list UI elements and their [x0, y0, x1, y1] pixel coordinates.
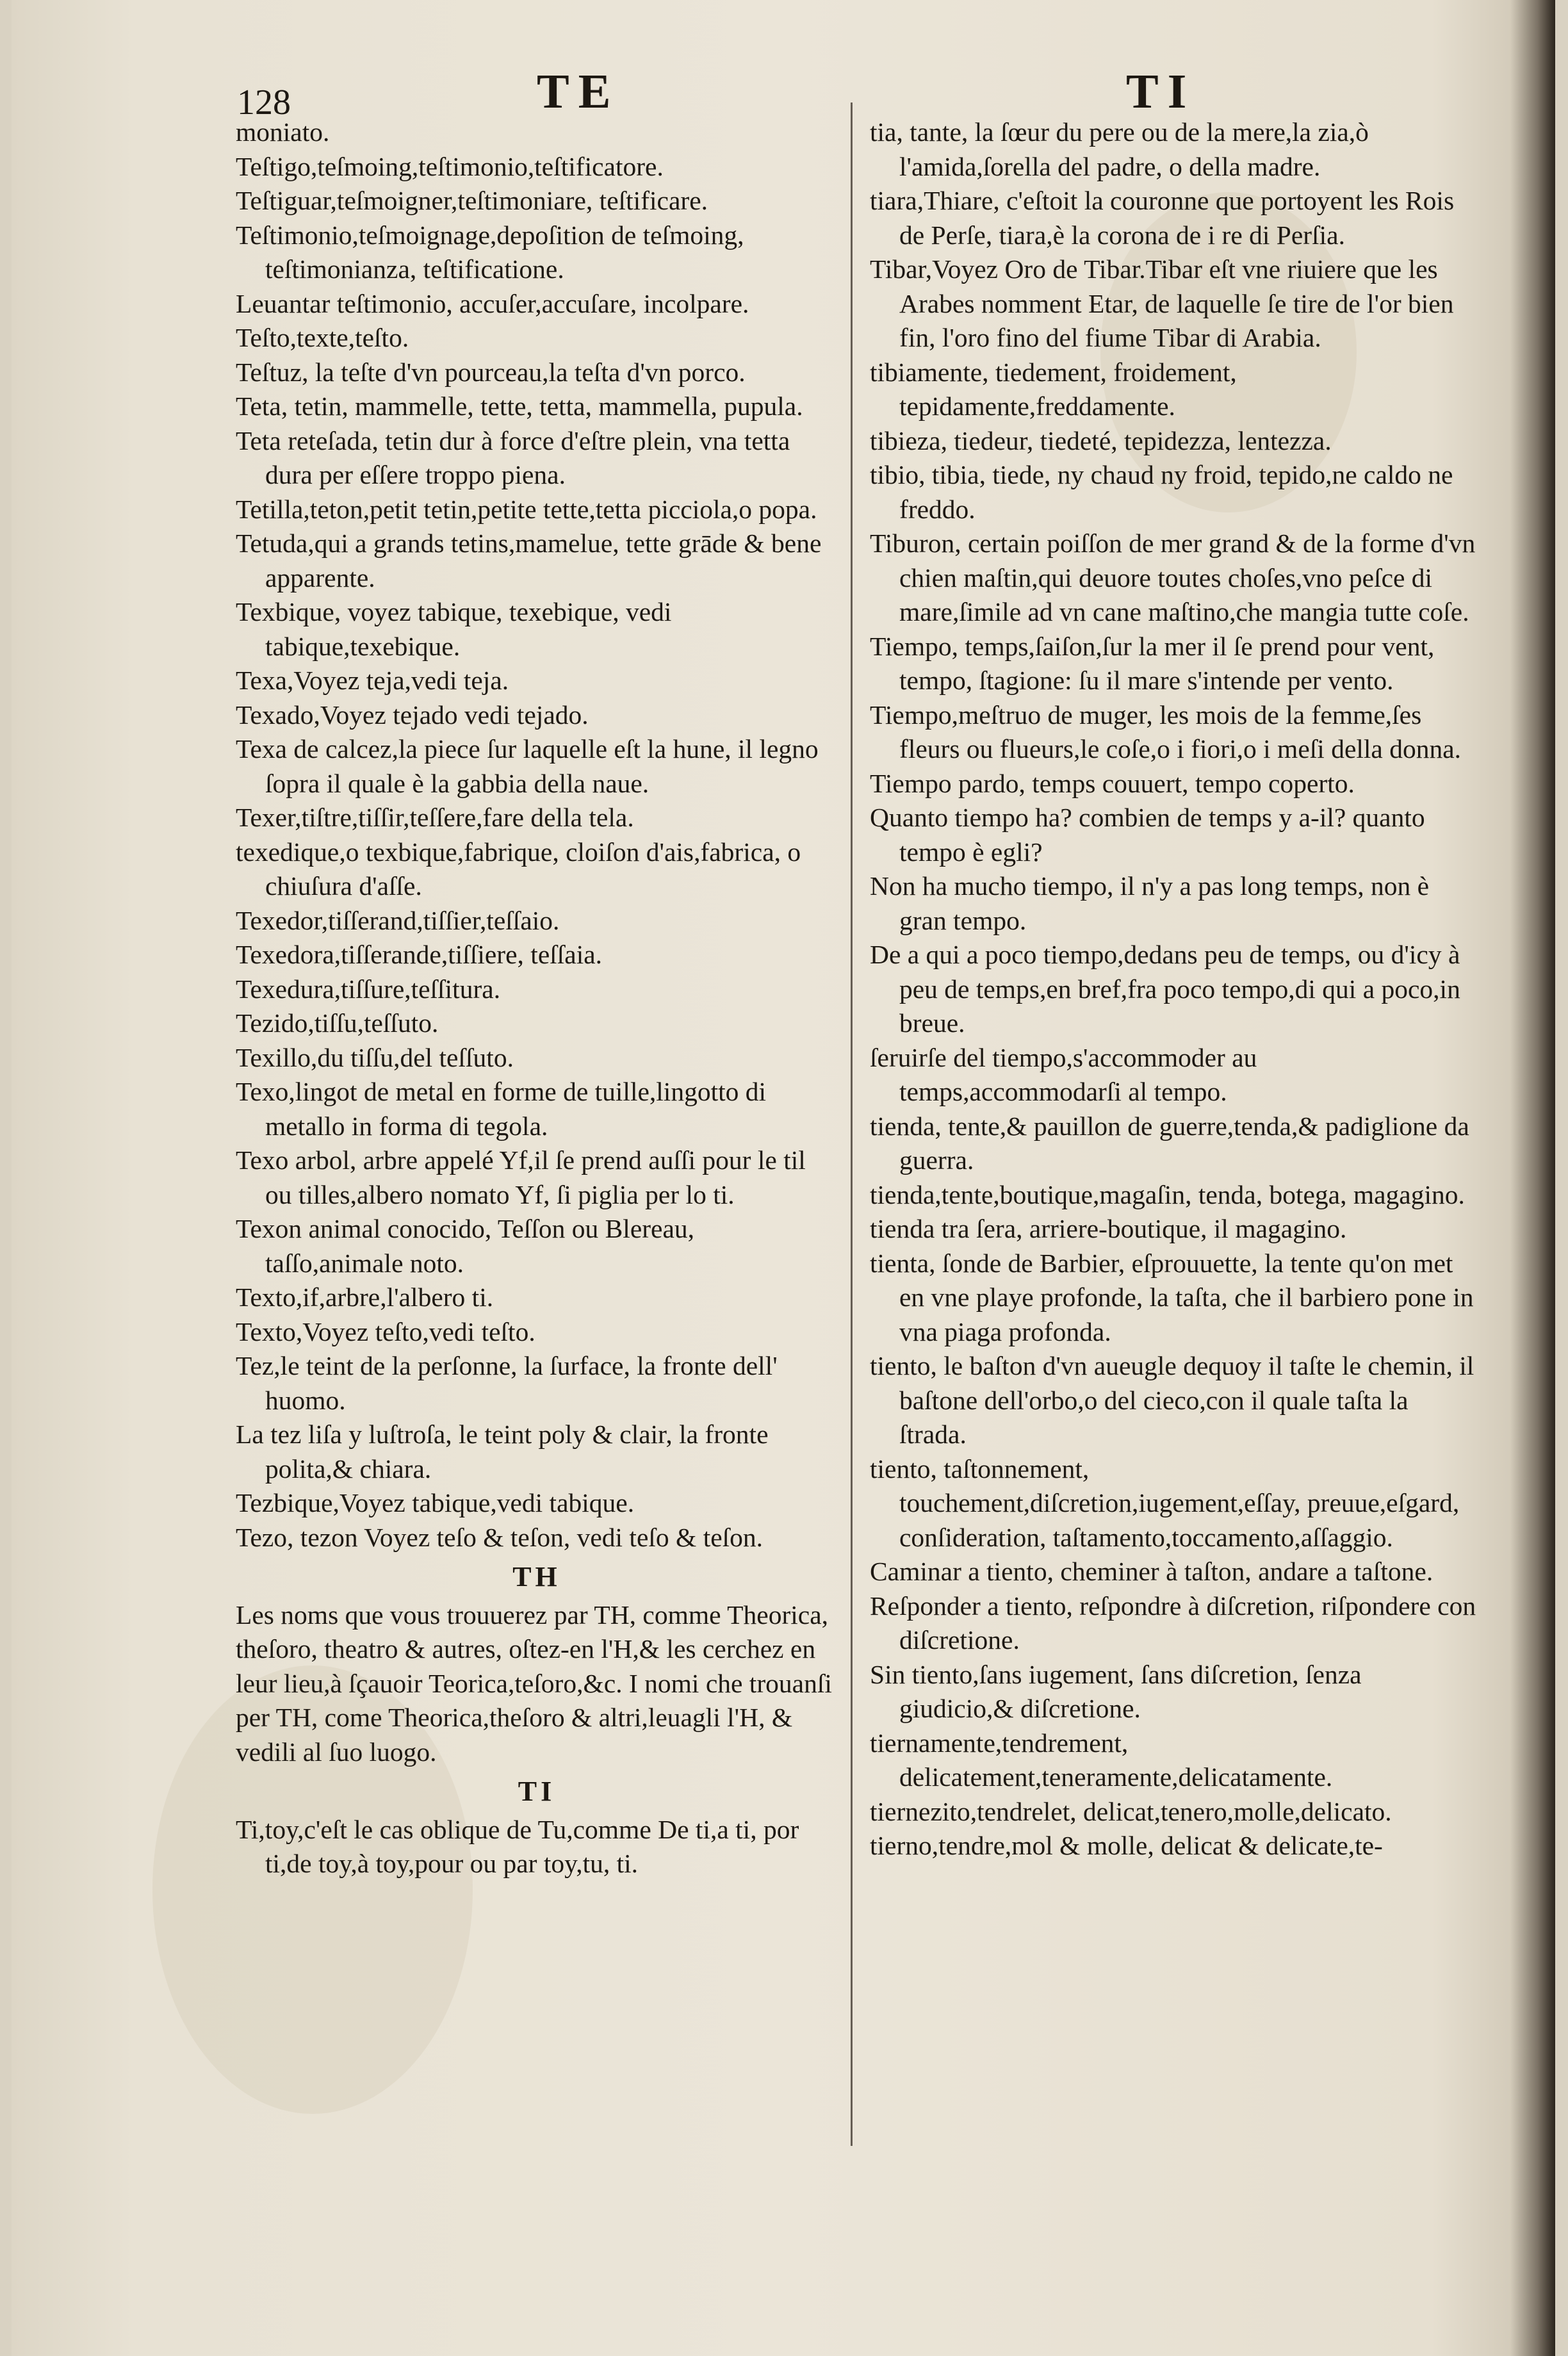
dictionary-entry: tiento, taſtonnement, touchement,diſcretion,iugement,eſſay, preuue,eſgard, conſideration, taſtamento,toccamento,aſſaggio. [870, 1453, 1460, 1552]
dictionary-entry: Texto,if,arbre,l'albero ti. [236, 1282, 494, 1312]
dictionary-entry: Teta, tetin, mammelle, tette, tetta, mammella, pupula. [236, 391, 803, 421]
dictionary-entry: tibio, tibia, tiede, ny chaud ny froid, tepido,ne caldo ne freddo. [870, 460, 1453, 524]
dictionary-entry: Leuantar teſtimonio, accuſer,accuſare, incolpare. [236, 288, 749, 318]
dictionary-entry: Teſtuz, la teſte d'vn pourceau,la teſta d'vn porco. [236, 357, 746, 387]
dictionary-entry: ſeruirſe del tiempo,s'accommoder au temps,accommodarſi al tempo. [870, 1042, 1257, 1106]
dictionary-entry: tienda,tente,boutique,magaſin, tenda, botega, magagino. [870, 1179, 1465, 1209]
dictionary-entry: Caminar a tiento, cheminer à taſton, andare a taſtone. [870, 1557, 1433, 1586]
dictionary-entry: Texedora,tiſſerande,tiſſiere, teſſaia. [236, 940, 603, 969]
dictionary-entry: tiernezito,tendrelet, delicat,tenero,molle,delicato. [870, 1796, 1392, 1826]
dictionary-entry: Non ha mucho tiempo, il n'y a pas long temps, non è gran tempo. [870, 871, 1430, 935]
dictionary-entry: Tiempo, temps,ſaiſon,ſur la mer il ſe prend pour vent, tempo, ſtagione: ſu il mare s'intende per vento. [870, 631, 1435, 695]
page-header [204, 64, 1472, 122]
dictionary-entry: Texillo,du tiſſu,del teſſuto. [236, 1042, 514, 1072]
dictionary-entry: Texedura,tiſſure,teſſitura. [236, 974, 501, 1004]
dictionary-entry: tiento, le baſton d'vn aueugle dequoy il taſte le chemin, il baſtone dell'orbo,o del cieco,con il quale taſta la ſtrada. [870, 1351, 1474, 1449]
dictionary-entry: Quanto tiempo ha? combien de temps y a-il? quanto tempo è egli? [870, 803, 1425, 867]
left-column [236, 115, 838, 1881]
dictionary-entry: Reſponder a tiento, reſpondre à diſcretion, riſpondere con diſcretione. [870, 1591, 1476, 1655]
dictionary-entry: De a qui a poco tiempo,dedans peu de temps, ou d'icy à peu de temps,en bref,fra poco tempo,di qui a poco,in breue. [870, 940, 1460, 1038]
dictionary-entry: tierno,tendre,mol & molle, delicat & delicate,te- [870, 1831, 1383, 1860]
dictionary-entry: moniato. [236, 117, 330, 147]
dictionary-entry: Tibar,Voyez Oro de Tibar.Tibar eſt vne riuiere que les Arabes nomment Etar, de laquelle ſe tire de l'or bien fin, l'oro fino del fiume Tibar di Arabia. [870, 254, 1454, 352]
book-binding-shadow [1510, 0, 1555, 2356]
dictionary-entry: Texedor,tiſſerand,tiſſier,teſſaio. [236, 905, 560, 935]
dictionary-entry: Tez,le teint de la perſonne, la ſurface, la fronte dell' huomo. [236, 1351, 778, 1415]
dictionary-entry: Teſtiguar,teſmoigner,teſtimoniare, teſtificare. [236, 186, 708, 215]
dictionary-entry: Teſtimonio,teſmoignage,depoſition de teſmoing, teſtimonianza, teſtificatione. [236, 220, 744, 284]
dictionary-entry: Texto,Voyez teſto,vedi teſto. [236, 1316, 535, 1346]
page-number: 128 [237, 83, 291, 122]
dictionary-entry: Tiburon, certain poiſſon de mer grand & de la forme d'vn chien maſtin,qui deuore toutes choſes,vno peſce di mare,ſimile ad vn cane maſtino,che mangia tutte coſe. [870, 528, 1476, 626]
dictionary-entry: Teta reteſada, tetin dur à force d'eſtre plein, vna tetta dura per eſſere troppo piena. [236, 425, 790, 489]
dictionary-entry: tiernamente,tendrement, delicatement,teneramente,delicatamente. [870, 1728, 1333, 1792]
dictionary-entry: Tiempo,meſtruo de muger, les mois de la femme,ſes fleurs ou flueurs,le coſe,o i fiori,o i meſi della donna. [870, 699, 1462, 764]
section-heading-ti: TI [518, 1776, 556, 1807]
dictionary-entry: Texado,Voyez tejado vedi tejado. [236, 699, 589, 730]
dictionary-entry: Tetilla,teton,petit tetin,petite tette,tetta picciola,o popa. [236, 494, 817, 524]
running-head-left: TE [537, 65, 620, 119]
column-divider [851, 102, 853, 2146]
dictionary-entry: Tezo, tezon Voyez teſo & teſon, vedi teſo & teſon. [236, 1522, 764, 1552]
dictionary-entry: Ti,toy,c'eſt le cas oblique de Tu,comme De ti,a ti, por ti,de toy,à toy,pour ou par toy,tu, ti. [236, 1814, 799, 1878]
dictionary-entry: Texa,Voyez teja,vedi teja. [236, 666, 509, 695]
dictionary-entry: Texer,tiſtre,tiſſir,teſſere,fare della tela. [236, 803, 634, 832]
section-heading-th: TH [512, 1561, 561, 1592]
book-page [12, 0, 1555, 2356]
running-head-right: TI [1126, 65, 1196, 119]
dictionary-entry: Tetuda,qui a grands tetins,mamelue, tette grāde & bene apparente. [236, 528, 822, 593]
dictionary-entry: tibiamente, tiedement, froidement, tepidamente,freddamente. [870, 357, 1237, 421]
dictionary-entry: La tez liſa y luſtroſa, le teint poly & clair, la fronte polita,& chiara. [236, 1419, 769, 1484]
dictionary-entry: Teſto,texte,teſto. [236, 323, 409, 352]
dictionary-entry: Teſtigo,teſmoing,teſtimonio,teſtificatore. [236, 151, 664, 181]
dictionary-entry: Texbique, voyez tabique, texebique, vedi tabique,texebique. [236, 597, 672, 661]
dictionary-entry: Tezido,tiſſu,teſſuto. [236, 1008, 439, 1038]
dictionary-entry: tia, tante, la ſœur du pere ou de la mere,la zia,ò l'amida,ſorella del padre, o della madre. [870, 117, 1369, 181]
dictionary-entry: Texon animal conocido, Teſſon ou Blereau, taſſo,animale noto. [236, 1214, 695, 1278]
dictionary-entry: tiara,Thiare, c'eſtoit la couronne que portoyent les Rois de Perſe, tiara,è la corona de i re di Perſia. [870, 186, 1455, 250]
right-column [870, 115, 1478, 1863]
dictionary-entry: tienda tra ſera, arriere-boutique, il magagino. [870, 1214, 1347, 1243]
dictionary-entry: texedique,o texbique,fabrique, cloiſon d'ais,fabrica, o chiuſura d'aſſe. [236, 837, 801, 901]
dictionary-entry: tienta, ſonde de Barbier, eſprouuette, la tente qu'on met en vne playe profonde, la taſta, che il barbiero pone in vna piaga profonda. [870, 1248, 1474, 1346]
dictionary-entry: tienda, tente,& pauillon de guerre,tenda,& padiglione da guerra. [870, 1111, 1469, 1175]
dictionary-entry: Texo arbol, arbre appelé Yf,il ſe prend auſſi pour le til ou tilles,albero nomato Yf, ſi piglia per lo ti. [236, 1145, 806, 1209]
section-note-th: Les noms que vous trouuerez par TH, comme Theorica, theſoro, theatro & autres, oſtez-en l'H,& les cerchez en leur lieu,à ſçauoir Teorica,teſoro,&c. I nomi che trouanſi per TH, come Theorica,theſoro & altri,leuagli l'H, & vedili al ſuo luogo. [236, 1599, 832, 1767]
dictionary-entry: Tiempo pardo, temps couuert, tempo coperto. [870, 768, 1355, 798]
dictionary-entry: Tezbique,Voyez tabique,vedi tabique. [236, 1488, 635, 1517]
dictionary-entry: Texo,lingot de metal en forme de tuille,lingotto di metallo in forma di tegola. [236, 1077, 767, 1141]
dictionary-entry: Sin tiento,ſans iugement, ſans diſcretion, ſenza giudicio,& diſcretione. [870, 1659, 1362, 1723]
dictionary-entry: Texa de calcez,la piece ſur laquelle eſt la hune, il legno ſopra il quale è la gabbia della naue. [236, 734, 819, 798]
dictionary-entry: tibieza, tiedeur, tiedeté, tepidezza, lentezza. [870, 425, 1332, 455]
